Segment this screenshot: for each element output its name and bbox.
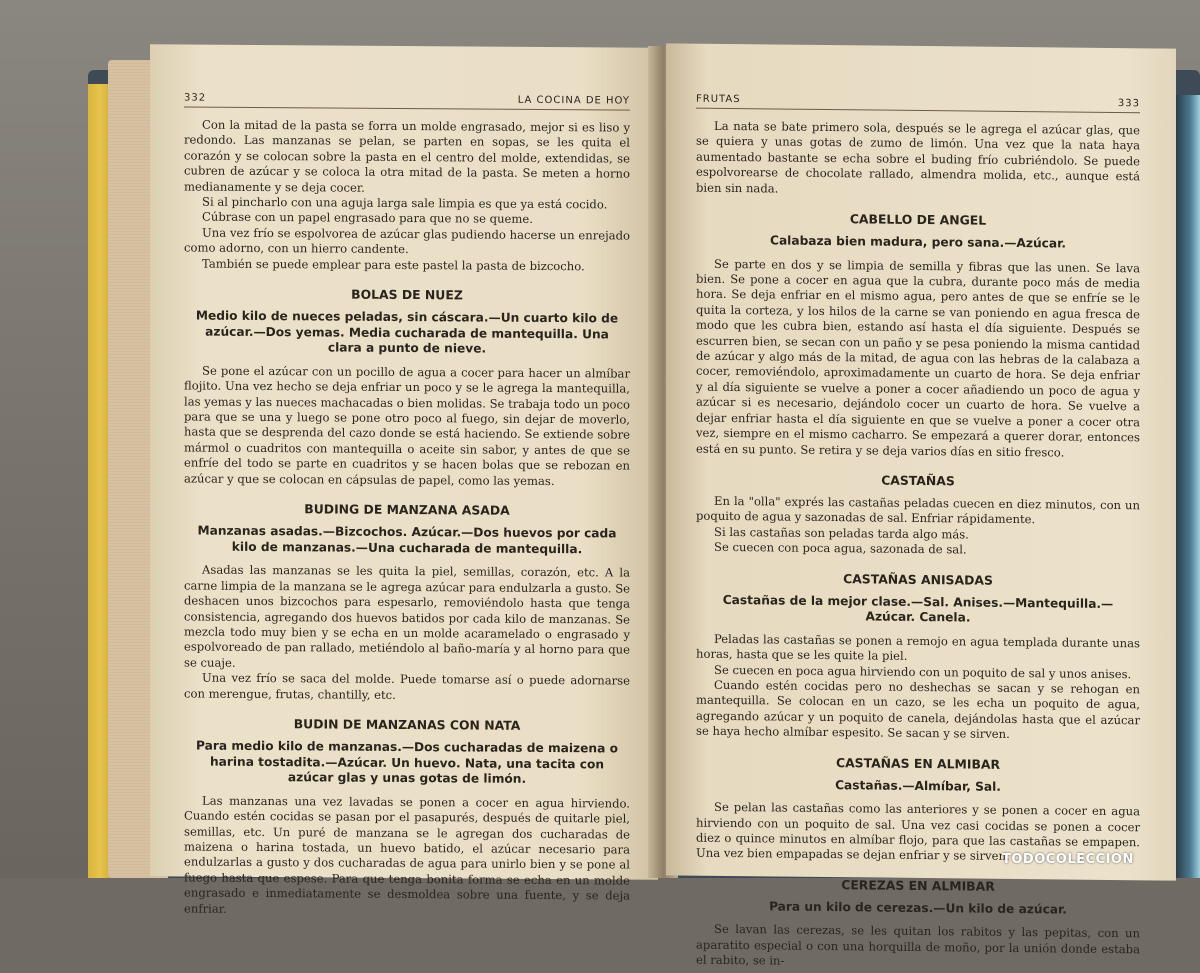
recipe-title: BUDING DE MANZANA ASADA — [304, 501, 510, 518]
recipe-ingredients: Medio kilo de nueces peladas, sin cáscara.—Un cuarto kilo de azúcar.—Dos yemas. Media cucharada de mantequilla. Una clara a punto de nieve. — [195, 308, 619, 356]
recipe-paragraph: Si las castañas son peladas tarda algo más. — [714, 524, 969, 542]
left-intro-paragraph: Con la mitad de la pasta se forra un molde engrasado, mejor si es liso y redondo. Las manzanas se pelan, se parten en sopas, se les quita el corazón y se colocan sobre la pasta en el centro del molde, extendidas, se cubren de azúcar y se coloca la otra mitad de la pasta. Se meten a horno medianamente y se deja cocer. — [184, 117, 630, 195]
right-intro-paragraph: La nata se bate primero sola, después se le agrega el azúcar glas, que se quiera y unas gotas de zumo de limón. Una vez que la nata haya aumentado bastante se echa sobre el buding frío cubriéndolo. Se puede espolvorearse de chocolate rallado, almendra molida, etc., aunque está bien sin nada. — [696, 118, 1140, 196]
recipe-ingredients: Calabaza bien madura, pero sana.—Azúcar. — [770, 233, 1066, 251]
left-intro-paragraph: Cúbrase con un papel engrasado para que no se queme. — [202, 210, 533, 227]
left-intro-paragraph: Si al pincharlo con una aguja larga sale limpia es que ya está cocido. — [202, 194, 608, 212]
recipe-paragraph: Se parte en dos y se limpia de semilla y fibras que las unen. Se lava bien. Se pone a cocer en agua que la cubra, durante poco más de media hora. Se deja enfriar en el mismo agua, pero antes de que se enfríe se le quita la corteza, y los hilos de la carne se van poniendo en agua fresca de modo que les cubra bien, estando así hasta el día siguiente. Después se escurren bien, se secan con un paño y se pesa poniendo la misma cantidad de azúcar y algo más de la mitad, de agua con las hebras de la calabaza a cocer, removiéndolo, aproximadamente un cuarto de hora. Se deja enfriar y al día siguiente se vuelve a poner a cocer añadiendo un poco de agua y azúcar si es necesario, dejándolo cocer un cuarto de hora. Se vuelve a dejar enfriar hasta el día siguiente en que se vuelve a poner a cocer otra vez, siempre en el mismo cacharro. Se empezará a querer dorar, entonces está en su punto. Se retira y se deja varios días en sitio fresco. — [696, 256, 1140, 460]
right-running-head — [696, 94, 1140, 114]
recipe-title: BUDIN DE MANZANAS CON NATA — [293, 716, 521, 733]
recipe-title: CASTAÑAS ANISADAS — [843, 570, 993, 588]
recipe-paragraph: Se cuecen con poca agua, sazonada de sal. — [714, 539, 967, 557]
recipe-paragraph: Se pelan las castañas como las anteriores y se ponen a cocer en agua hirviendo con un poquito de sal. Una vez casi cocidas se ponen a cocer diez o quince minutos en almíbar flojo, para que las castañas se empapen. Una vez bien empapadas se dejan enfriar y se sirven. — [696, 799, 1140, 864]
recipe-ingredients: Para un kilo de cerezas.—Un kilo de azúcar. — [769, 899, 1067, 917]
recipe-title: CEREZAS EN ALMIBAR — [841, 876, 995, 894]
left-running-title: LA COCINA DE HOY — [517, 94, 630, 107]
recipe-ingredients: Manzanas asadas.—Bizcochos. Azúcar.—Dos huevos por cada kilo de manzanas.—Una cucharada de mantequilla. — [197, 523, 617, 556]
recipe-paragraph: Una vez frío se saca del molde. Puede tomarse así o puede adornarse con merengue, frutas, chantilly, etc. — [184, 670, 630, 702]
recipe-paragraph: Se cuecen en poca agua hirviendo con un poquito de sal y unos anises. — [714, 662, 1132, 681]
left-intro-paragraph: Una vez frío se espolvorea de azúcar glas pudiendo hacerse un enrejado como adorno, con un hierro candente. — [184, 225, 630, 257]
right-page — [666, 43, 1176, 968]
right-running-title: FRUTAS — [696, 93, 741, 106]
recipe-title: CABELLO DE ANGEL — [849, 211, 987, 228]
left-running-head — [184, 92, 630, 110]
recipe-ingredients: Castañas.—Almíbar, Sal. — [835, 777, 1001, 794]
recipe-title: CASTAÑAS — [881, 472, 955, 489]
recipe-title: CASTAÑAS EN ALMIBAR — [835, 754, 1001, 772]
right-page-number: 333 — [1117, 98, 1140, 110]
site-watermark: TODOCOLECCION — [1002, 852, 1134, 867]
left-intro-paragraph: También se puede emplear para este pastel la pasta de bizcocho. — [202, 256, 585, 273]
recipe-paragraph: Se lavan las cerezas, se les quitan los rabitos y las pepitas, con un aparatito especial o con una horquilla de moño, por la unión donde estaba el rabito, se in- — [696, 922, 1140, 968]
recipe-paragraph: Asadas las manzanas se les quita la piel, semillas, corazón, etc. A la carne limpia de la manzana se le agrega azúcar para endulzarla a gusto. Se deshacen unos bizcochos para espesarlo, removiéndolo hasta que tenga consistencia, agregando dos huevos batidos por cada kilo de manzanas. Se mezcla todo muy bien y se echa en un molde acaramelado o engrasado y espolvoreado de pan rallado, metiéndolo al baño-maría y al horno para que se cuaje. — [184, 562, 630, 670]
recipe-paragraph: Las manzanas una vez lavadas se ponen a cocer en agua hirviendo. Cuando estén cocidas se pasan por el pasapurés, después de quitarle piel, semillas, etc. Un puré de manzana se le agregan dos cucharadas de maizena o harina tostada, un huevo batido, el azúcar necesario para endulzarlas a gusto y dos cucharadas de agua para unirlo bien y se pone al fuego hasta que espese. Para que tenga bonita forma se echa en un molde engrasado e inmediatamente se desmoldea sobre una fuente, y se deja enfriar. — [184, 793, 630, 916]
cover-right-edge — [1176, 95, 1200, 878]
recipe-paragraph: Se pone el azúcar con un pocillo de agua a cocer para hacer un almíbar flojito. Una vez hecho se deja enfriar un poco y se le agrega la mantequilla, las yemas y las nueces machacadas o bien molidas. Se trabaja todo un poco para que se una y luego se pone otro poco al fuego, sin dejar de moverlo, hasta que se desprenda del cazo donde se está haciendo. Se extiende sobre mármol o cuadritos con mantequilla o aceite sin sabor, y antes de que se enfríe del todo se parte en cuadritos y se hacen bolas que se rebozan en azúcar y que se colocan en cápsulas de papel, como las yemas. — [184, 363, 630, 488]
left-page-number: 332 — [184, 92, 207, 104]
recipe-title: BOLAS DE NUEZ — [351, 286, 463, 303]
recipe-paragraph: Peladas las castañas se ponen a remojo en agua templada durante unas horas, hasta que se les quite la piel. — [696, 631, 1140, 663]
recipe-paragraph: En la "olla" exprés las castañas peladas cuecen en diez minutos, con un poquito de agua y sazonadas de sal. Enfriar rápidamente. — [696, 493, 1140, 527]
recipe-ingredients: Para medio kilo de manzanas.—Dos cucharadas de maizena o harina tostadita.—Azúcar. Un huevo. Nata, una tacita con azúcar glas y unas gotas de limón. — [196, 738, 618, 786]
left-page — [150, 44, 658, 916]
recipe-ingredients: Castañas de la mejor clase.—Sal. Anises.—Mantequilla.— Azúcar. Canela. — [722, 592, 1114, 625]
recipe-paragraph: Cuando estén cocidas pero no deshechas se sacan y se rehogan en mantequilla. Se colocan en un cazo, se les echa un poquito de agua, agregando azúcar y un poquito de canela, dejándolas hasta que el azúcar se haya hecho almíbar espesito. Se sacan y se sirven. — [696, 677, 1140, 742]
